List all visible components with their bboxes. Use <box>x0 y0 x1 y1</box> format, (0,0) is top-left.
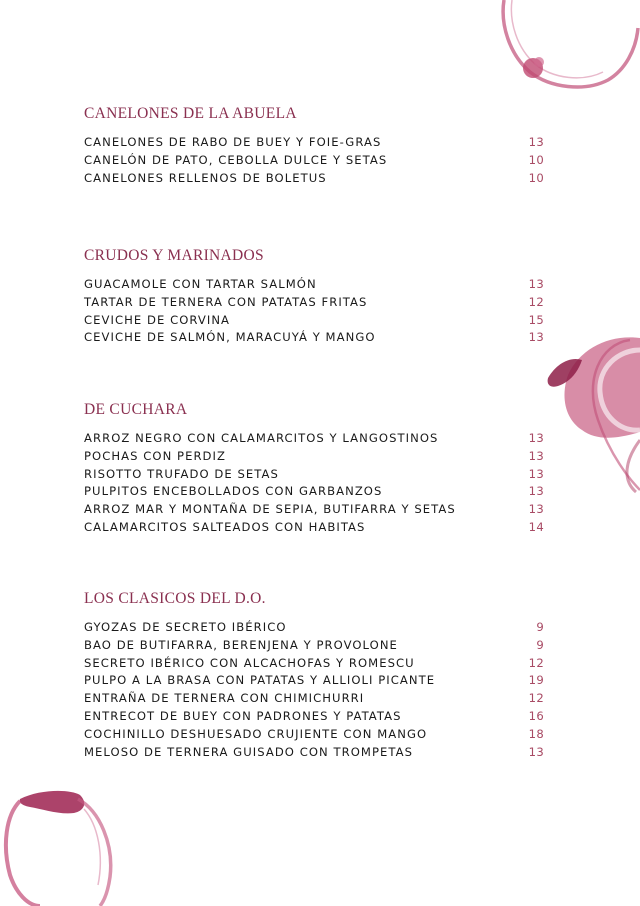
item-name: CANELONES DE RABO DE BUEY Y FOIE-GRAS <box>84 135 382 149</box>
item-price: 9 <box>536 637 544 652</box>
menu-section-crudos <box>84 247 544 345</box>
item-price: 10 <box>528 170 544 185</box>
item-name: GUACAMOLE CON TARTAR SALMÓN <box>84 277 317 291</box>
item-name: COCHINILLO DESHUESADO CRUJIENTE CON MANGO <box>84 726 428 741</box>
menu-section-clasicos <box>84 590 544 759</box>
menu-item <box>84 727 544 745</box>
item-name: PULPITOS ENCEBOLLADOS CON GARBANZOS <box>84 484 383 499</box>
menu-item <box>84 313 544 331</box>
item-list <box>84 135 544 188</box>
item-name: ENTRAÑA DE TERNERA CON CHIMICHURRI <box>84 691 365 706</box>
item-list <box>84 620 544 762</box>
item-name: CEVICHE DE SALMÓN, MARACUYÁ Y MANGO <box>84 330 376 345</box>
menu-item <box>84 656 544 674</box>
item-name: POCHAS CON PERDIZ <box>84 448 226 463</box>
item-price: 12 <box>528 691 544 706</box>
item-price: 13 <box>528 135 544 149</box>
item-price: 18 <box>528 726 544 741</box>
menu-item <box>84 330 544 348</box>
item-price: 9 <box>536 620 544 634</box>
menu-item <box>84 638 544 656</box>
item-name: ENTRECOT DE BUEY CON PADRONES Y PATATAS <box>84 708 402 723</box>
menu-item <box>84 673 544 691</box>
menu-item <box>84 467 544 485</box>
item-price: 13 <box>528 277 544 291</box>
item-price: 12 <box>528 655 544 670</box>
menu-item <box>84 171 544 189</box>
item-price: 14 <box>528 519 544 534</box>
item-name: CEVICHE DE CORVINA <box>84 312 231 327</box>
menu-item <box>84 502 544 520</box>
item-price: 13 <box>528 431 544 445</box>
menu-item <box>84 135 544 153</box>
menu-item <box>84 620 544 638</box>
item-price: 13 <box>528 448 544 463</box>
item-price: 19 <box>528 673 544 688</box>
menu-item <box>84 153 544 171</box>
menu-item <box>84 520 544 538</box>
item-price: 12 <box>528 294 544 309</box>
item-price: 13 <box>528 484 544 499</box>
menu-item <box>84 449 544 467</box>
item-name: TARTAR DE TERNERA CON PATATAS FRITAS <box>84 294 368 309</box>
item-price: 13 <box>528 502 544 517</box>
wine-stain-middle-right <box>540 320 640 500</box>
item-name: RISOTTO TRUFADO DE SETAS <box>84 466 279 481</box>
menu-section-cuchara <box>84 401 544 534</box>
menu-item <box>84 745 544 763</box>
item-name: SECRETO IBÉRICO CON ALCACHOFAS Y ROMESCU <box>84 655 415 670</box>
item-price: 13 <box>528 744 544 759</box>
item-list <box>84 277 544 348</box>
item-price: 16 <box>528 708 544 723</box>
menu-item <box>84 277 544 295</box>
item-name: MELOSO DE TERNERA GUISADO CON TROMPETAS <box>84 744 413 759</box>
wine-stain-top-right <box>490 0 640 100</box>
menu-section-canelones <box>84 105 544 185</box>
item-price: 13 <box>528 330 544 345</box>
item-price: 10 <box>528 152 544 167</box>
item-price: 13 <box>528 466 544 481</box>
menu-item <box>84 295 544 313</box>
section-title: DE CUCHARA <box>84 401 188 418</box>
item-name: CANELONES RELLENOS DE BOLETUS <box>84 170 327 185</box>
item-list <box>84 431 544 538</box>
menu-item <box>84 709 544 727</box>
item-price: 15 <box>528 312 544 327</box>
menu-item <box>84 484 544 502</box>
item-name: ARROZ MAR Y MONTAÑA DE SEPIA, BUTIFARRA Y SETAS <box>84 502 456 517</box>
section-title: LOS CLASICOS DEL D.O. <box>84 590 266 607</box>
menu-item <box>84 691 544 709</box>
menu-item <box>84 431 544 449</box>
section-title: CRUDOS Y MARINADOS <box>84 247 264 264</box>
item-name: ARROZ NEGRO CON CALAMARCITOS Y LANGOSTINOS <box>84 431 439 445</box>
section-title: CANELONES DE LA ABUELA <box>84 105 297 122</box>
item-name: CANELÓN DE PATO, CEBOLLA DULCE Y SETAS <box>84 152 388 167</box>
item-name: BAO DE BUTIFARRA, BERENJENA Y PROVOLONE <box>84 637 398 652</box>
item-name: CALAMARCITOS SALTEADOS CON HABITAS <box>84 519 366 534</box>
wine-stain-bottom-left <box>0 785 120 906</box>
item-name: PULPO A LA BRASA CON PATATAS Y ALLIOLI PICANTE <box>84 673 436 688</box>
item-name: GYOZAS DE SECRETO IBÉRICO <box>84 620 287 634</box>
